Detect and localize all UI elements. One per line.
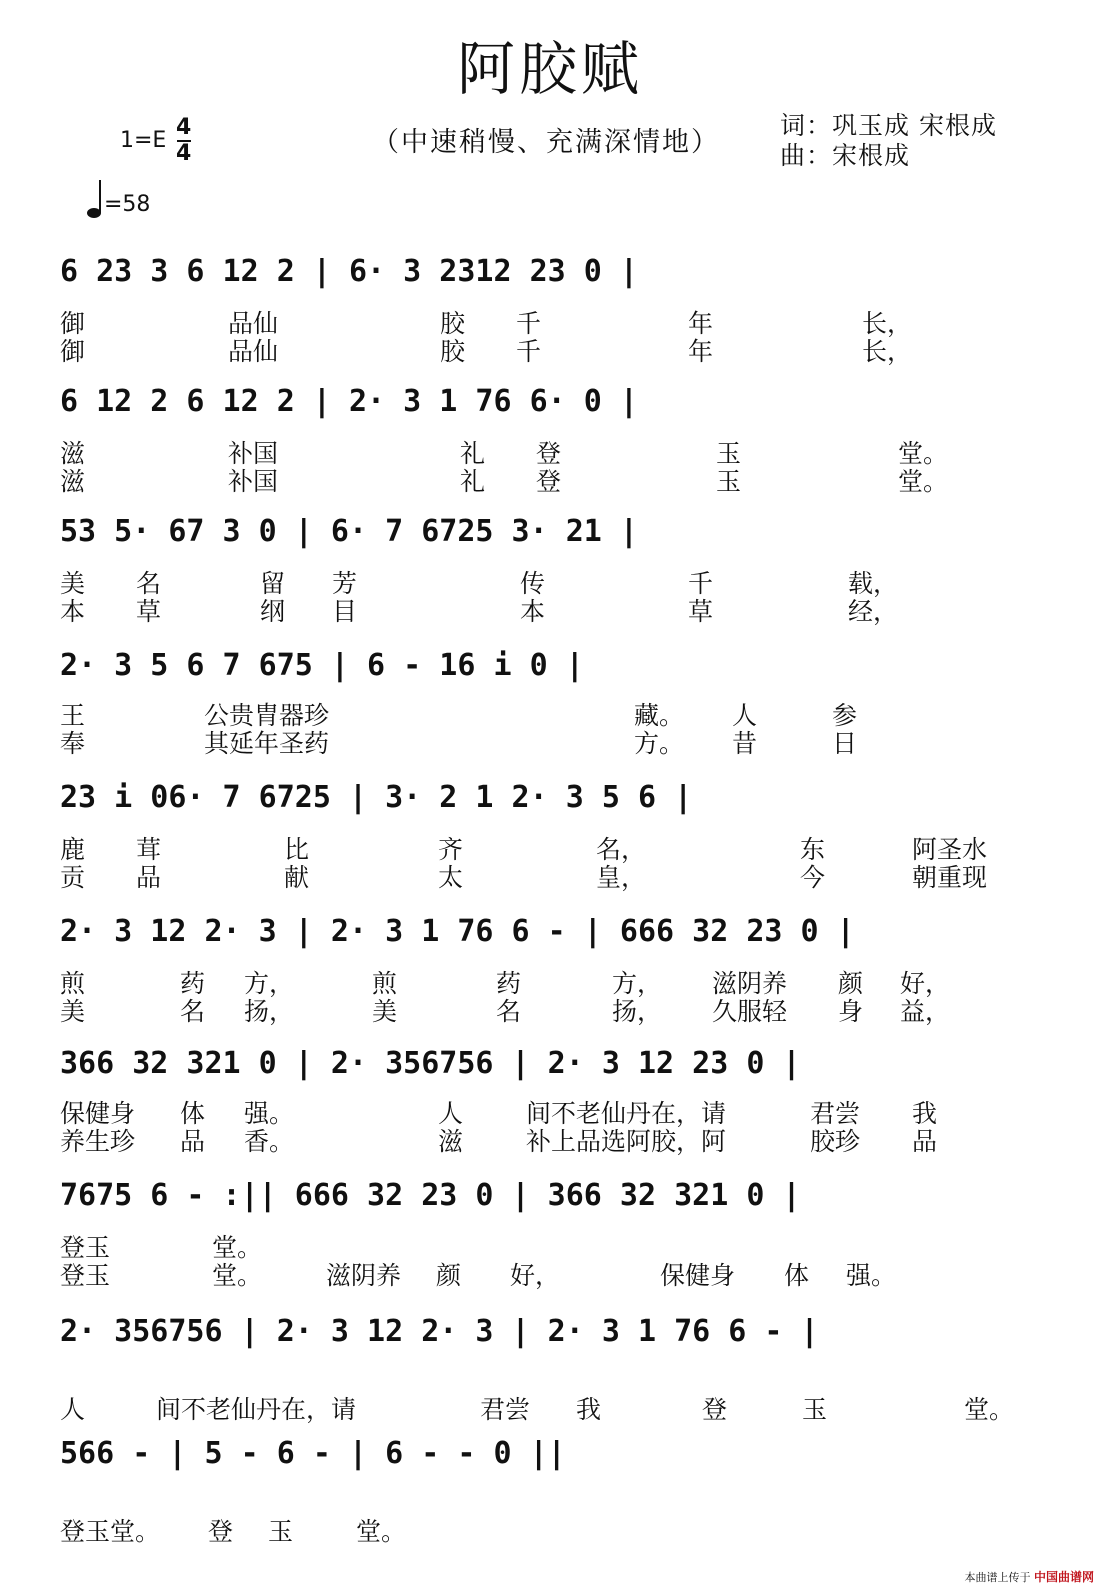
lyric: 香。	[244, 1127, 295, 1156]
lyric: 好，	[900, 969, 951, 998]
lyric: 名	[180, 997, 206, 1026]
lyric: 胶	[440, 337, 466, 366]
lyric: 其延年圣药	[204, 729, 330, 758]
lyric: 登	[536, 439, 562, 468]
lyric: 我	[576, 1395, 602, 1424]
quarter-note-icon	[86, 178, 106, 220]
lyric: 草	[136, 597, 162, 626]
lyric: 保健身	[60, 1099, 136, 1128]
lyric: 茸	[136, 835, 162, 864]
lyric: 药	[496, 969, 522, 998]
lyric: 补国	[228, 439, 279, 468]
lyric: 君尝	[810, 1099, 861, 1128]
lyric: 登玉	[60, 1233, 111, 1262]
lyric: 美	[60, 569, 86, 598]
lyric: 登	[536, 467, 562, 496]
lyric: 朝重现	[912, 863, 988, 892]
lyric: 滋	[438, 1127, 464, 1156]
lyric: 贡	[60, 863, 86, 892]
lyric: 今	[800, 863, 826, 892]
lyric: 堂。	[356, 1517, 407, 1546]
lyric: 煎	[60, 969, 86, 998]
lyric: 玉	[268, 1517, 294, 1546]
time-signature-top: 4	[176, 115, 192, 140]
lyric: 美	[372, 997, 398, 1026]
notation-line: 366 32 321 0 | 2· 356756 | 2· 3 12 23 0 |	[60, 1046, 801, 1081]
lyric: 礼	[460, 467, 486, 496]
lyric: 登玉	[60, 1261, 111, 1290]
lyric: 品仙	[228, 337, 279, 366]
lyric: 留	[260, 569, 286, 598]
lyric: 纲	[260, 597, 286, 626]
lyric: 登	[702, 1395, 728, 1424]
lyric: 年	[688, 337, 714, 366]
lyric: 滋	[60, 467, 86, 496]
lyric: 人	[438, 1099, 464, 1128]
lyric: 长，	[862, 309, 913, 338]
lyric: 草	[688, 597, 714, 626]
lyric: 王	[60, 701, 86, 730]
lyric: 长，	[862, 337, 913, 366]
lyric: 礼	[460, 439, 486, 468]
lyric: 玉	[716, 467, 742, 496]
lyric: 胶	[440, 309, 466, 338]
lyric: 方，	[244, 969, 295, 998]
lyric: 人	[60, 1395, 86, 1424]
notation-line: 23 i 06· 7 6725 | 3· 2 1 2· 3 5 6 |	[60, 780, 693, 815]
lyric: 堂。	[212, 1261, 263, 1290]
lyric: 载，	[848, 569, 899, 598]
lyric: 千	[688, 569, 714, 598]
notation-line: 6 23 3 6 12 2 | 6· 3 2312 23 0 |	[60, 254, 638, 289]
lyric: 比	[284, 835, 310, 864]
lyric: 太	[438, 863, 464, 892]
lyric: 目	[332, 597, 358, 626]
notation-line: 2· 3 5 6 7 675 | 6 - 16 i 0 |	[60, 648, 584, 683]
lyric: 强。	[846, 1261, 897, 1290]
lyric: 药	[180, 969, 206, 998]
lyric: 体	[180, 1099, 206, 1128]
lyric: 登玉堂。	[60, 1517, 161, 1546]
lyric: 养生珍	[60, 1127, 136, 1156]
lyric: 扬，	[612, 997, 663, 1026]
lyric: 东	[800, 835, 826, 864]
lyric: 方，	[612, 969, 663, 998]
lyric: 堂。	[964, 1395, 1015, 1424]
lyric: 堂。	[898, 439, 949, 468]
lyric: 千	[516, 337, 542, 366]
lyric: 千	[516, 309, 542, 338]
lyric: 御	[60, 337, 86, 366]
lyric: 本	[60, 597, 86, 626]
lyric: 堂。	[212, 1233, 263, 1262]
lyric: 品仙	[228, 309, 279, 338]
lyric: 藏。	[634, 701, 685, 730]
lyric: 本	[520, 597, 546, 626]
notation-line: 2· 356756 | 2· 3 12 2· 3 | 2· 3 1 76 6 - |	[60, 1314, 819, 1349]
notation-line: 6 12 2 6 12 2 | 2· 3 1 76 6· 0 |	[60, 384, 638, 419]
lyric: 身	[838, 997, 864, 1026]
lyric: 滋	[60, 439, 86, 468]
lyric: 传	[520, 569, 546, 598]
lyric: 煎	[372, 969, 398, 998]
lyric: 胶珍	[810, 1127, 861, 1156]
lyric: 美	[60, 997, 86, 1026]
lyric: 强。	[244, 1099, 295, 1128]
lyric: 芳	[332, 569, 358, 598]
tempo-marking: =58	[104, 192, 151, 217]
lyric: 颜	[436, 1261, 462, 1290]
lyric: 名，	[596, 835, 647, 864]
lyric: 人	[732, 701, 758, 730]
lyric: 益，	[900, 997, 951, 1026]
lyric: 补国	[228, 467, 279, 496]
lyric: 品	[180, 1127, 206, 1156]
lyric: 公贵胄器珍	[204, 701, 330, 730]
lyric: 间不老仙丹在，请	[526, 1099, 727, 1128]
lyric: 方。	[634, 729, 685, 758]
notation-line: 566 - | 5 - 6 - | 6 - - 0 ||	[60, 1436, 566, 1471]
lyric: 奉	[60, 729, 86, 758]
lyric: 名	[496, 997, 522, 1026]
lyric: 颜	[838, 969, 864, 998]
lyric: 阿圣水	[912, 835, 988, 864]
score-title: 阿胶赋	[456, 35, 643, 103]
lyric: 登	[208, 1517, 234, 1546]
lyric: 玉	[716, 439, 742, 468]
lyric: 滋阴养	[326, 1261, 402, 1290]
composer-credit: 曲：宋根成	[780, 141, 911, 170]
lyric: 补上品选阿胶，阿	[526, 1127, 727, 1156]
lyricist-credit: 词：巩玉成 宋根成	[780, 111, 997, 140]
lyric: 皇，	[596, 863, 647, 892]
lyric: 玉	[802, 1395, 828, 1424]
lyric: 堂。	[898, 467, 949, 496]
lyric: 名	[136, 569, 162, 598]
lyric: 年	[688, 309, 714, 338]
footer-uploaded-text: 本曲谱上传于	[964, 1571, 1031, 1584]
lyric: 久服轻	[712, 997, 788, 1026]
lyric: 体	[784, 1261, 810, 1290]
lyric: 齐	[438, 835, 464, 864]
lyric: 日	[832, 729, 858, 758]
lyric: 好，	[510, 1261, 561, 1290]
lyric: 间不老仙丹在，请	[156, 1395, 357, 1424]
lyric: 品	[912, 1127, 938, 1156]
lyric: 保健身	[660, 1261, 736, 1290]
notation-line: 2· 3 12 2· 3 | 2· 3 1 76 6 - | 666 32 23 0 |	[60, 914, 855, 949]
notation-line: 7675 6 - :|| 666 32 23 0 | 366 32 321 0 |	[60, 1178, 801, 1213]
notation-line: 53 5· 67 3 0 | 6· 7 6725 3· 21 |	[60, 514, 638, 549]
lyric: 扬，	[244, 997, 295, 1026]
time-signature	[176, 116, 191, 166]
lyric: 经，	[848, 597, 899, 626]
site-logo[interactable]: 中国曲谱网	[1033, 1570, 1094, 1584]
lyric: 献	[284, 863, 310, 892]
lyric: 御	[60, 309, 86, 338]
lyric: 参	[832, 701, 858, 730]
lyric: 昔	[732, 729, 758, 758]
key-signature: 1=E	[120, 128, 167, 153]
footer-credit	[964, 1568, 1094, 1585]
lyric: 我	[912, 1099, 938, 1128]
lyric: 品	[136, 863, 162, 892]
lyric: 鹿	[60, 835, 86, 864]
lyric: 滋阴养	[712, 969, 788, 998]
time-signature-bottom: 4	[176, 141, 192, 166]
lyric: 君尝	[480, 1395, 531, 1424]
expression-marking: （中速稍慢、充满深情地）	[372, 127, 720, 158]
